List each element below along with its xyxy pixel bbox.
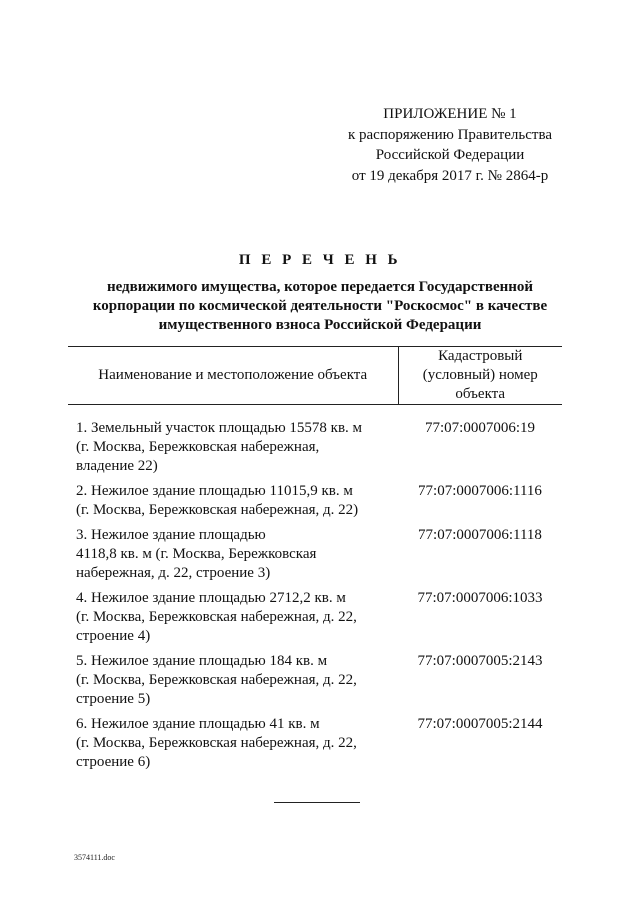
object-description: 5. Нежилое здание площадью 184 кв. м (г. Москва, Бережковская набережная, д. 22, строение 5): [76, 653, 357, 707]
table-row: [68, 652, 562, 715]
table-row: [68, 526, 562, 589]
object-description: 3. Нежилое здание площадью 4118,8 кв. м (г. Москва, Бережковская набережная, д. 22, строение 3): [76, 527, 317, 581]
table-header-row: [68, 347, 562, 405]
table-row: [68, 715, 562, 778]
appendix-line: Российской Федерации: [375, 147, 525, 163]
object-description: 2. Нежилое здание площадью 11015,9 кв. м (г. Москва, Бережковская набережная, д. 22): [76, 483, 359, 518]
subtitle-line: недвижимого имущества, которое передается Государственной: [106, 279, 534, 295]
document-file-number: 3574111.doc: [74, 853, 115, 862]
appendix-line: к распоряжению Правительства: [347, 126, 552, 143]
subtitle-line: имущественного взноса Российской Федерации: [158, 317, 482, 333]
cadastral-number: 77:07:0007006:19: [424, 420, 535, 436]
object-description: 6. Нежилое здание площадью 41 кв. м (г. Москва, Бережковская набережная, д. 22, строение 6): [76, 716, 357, 770]
document-title: П Е Р Е Ч Е Н Ь: [238, 252, 402, 268]
document-subtitle: [60, 278, 580, 335]
cadastral-number: 77:07:0007006:1118: [418, 527, 542, 543]
table-row: [68, 482, 562, 526]
subtitle-line: корпорации по космической деятельности "Роскосмос" в качестве: [92, 298, 548, 314]
object-description: 4. Нежилое здание площадью 2712,2 кв. м (г. Москва, Бережковская набережная, д. 22, строение 4): [76, 590, 357, 644]
cadastral-number: 77:07:0007006:1033: [417, 590, 543, 606]
appendix-title: ПРИЛОЖЕНИЕ № 1: [383, 106, 517, 122]
property-table: [68, 346, 562, 778]
column-header-cadastral: Кадастровый (условный) номер объекта: [398, 347, 562, 405]
closing-rule: [274, 802, 360, 803]
cadastral-number: 77:07:0007005:2144: [417, 716, 543, 732]
cadastral-number: 77:07:0007006:1116: [418, 483, 542, 499]
appendix-date-number: от 19 декабря 2017 г. № 2864-р: [351, 167, 549, 184]
table-row: [68, 419, 562, 482]
object-description: 1. Земельный участок площадью 15578 кв. м (г. Москва, Бережковская набережная, владение 22): [76, 420, 363, 474]
appendix-header: [330, 104, 570, 186]
cadastral-number: 77:07:0007005:2143: [417, 653, 543, 669]
table-row: [68, 589, 562, 652]
column-header-name: Наименование и местоположение объекта: [68, 347, 398, 405]
